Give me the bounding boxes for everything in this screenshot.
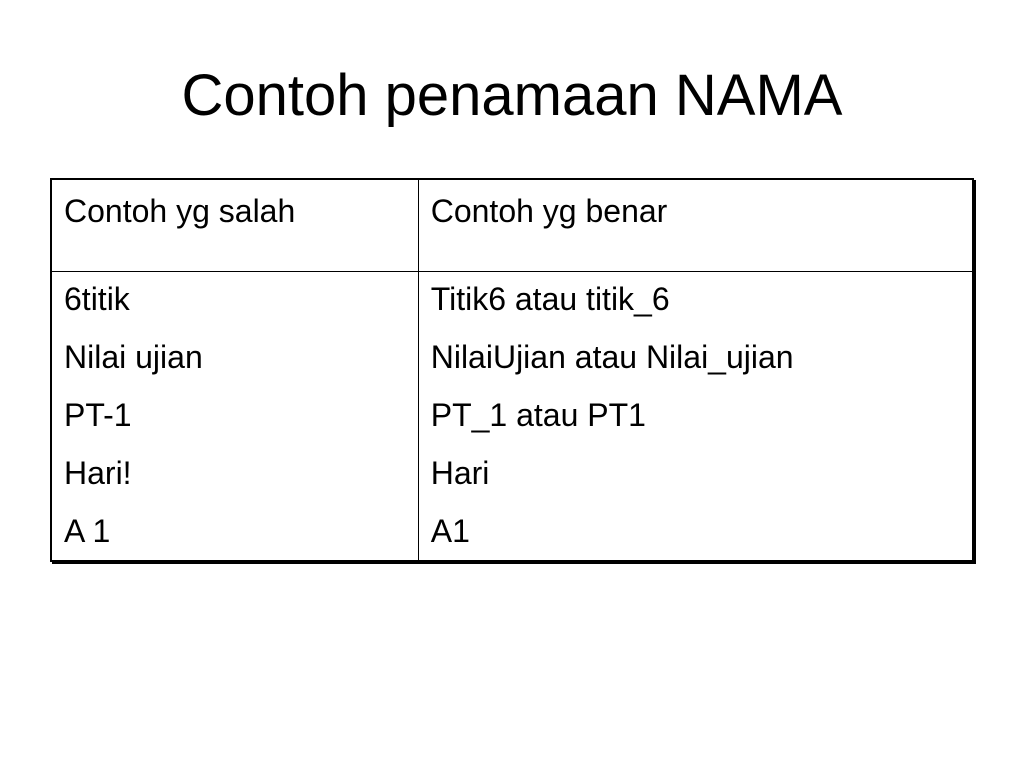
wrong-example-item: Nilai ujian <box>64 338 203 375</box>
right-example-item: Titik6 atau titik_6 <box>430 280 670 317</box>
slide-title: Contoh penamaan NAMA <box>181 63 843 128</box>
naming-examples-table <box>50 178 974 562</box>
wrong-example-item: A 1 <box>64 512 111 549</box>
wrong-example-item: 6titik <box>64 280 130 317</box>
header-right-examples: Contoh yg benar <box>418 179 973 271</box>
right-example-item: PT_1 atau PT1 <box>430 396 646 433</box>
table-body-row <box>51 271 973 561</box>
right-example-item: A1 <box>430 512 470 549</box>
right-example-item: Hari <box>430 454 490 491</box>
header-wrong-examples: Contoh yg salah <box>51 179 418 271</box>
wrong-example-item: PT-1 <box>64 396 132 433</box>
wrong-examples-cell <box>51 271 418 561</box>
table-header-row <box>51 179 973 271</box>
right-examples-cell <box>418 271 973 561</box>
wrong-example-item: Hari! <box>64 454 132 491</box>
right-example-item: NilaiUjian atau Nilai_ujian <box>430 338 794 375</box>
